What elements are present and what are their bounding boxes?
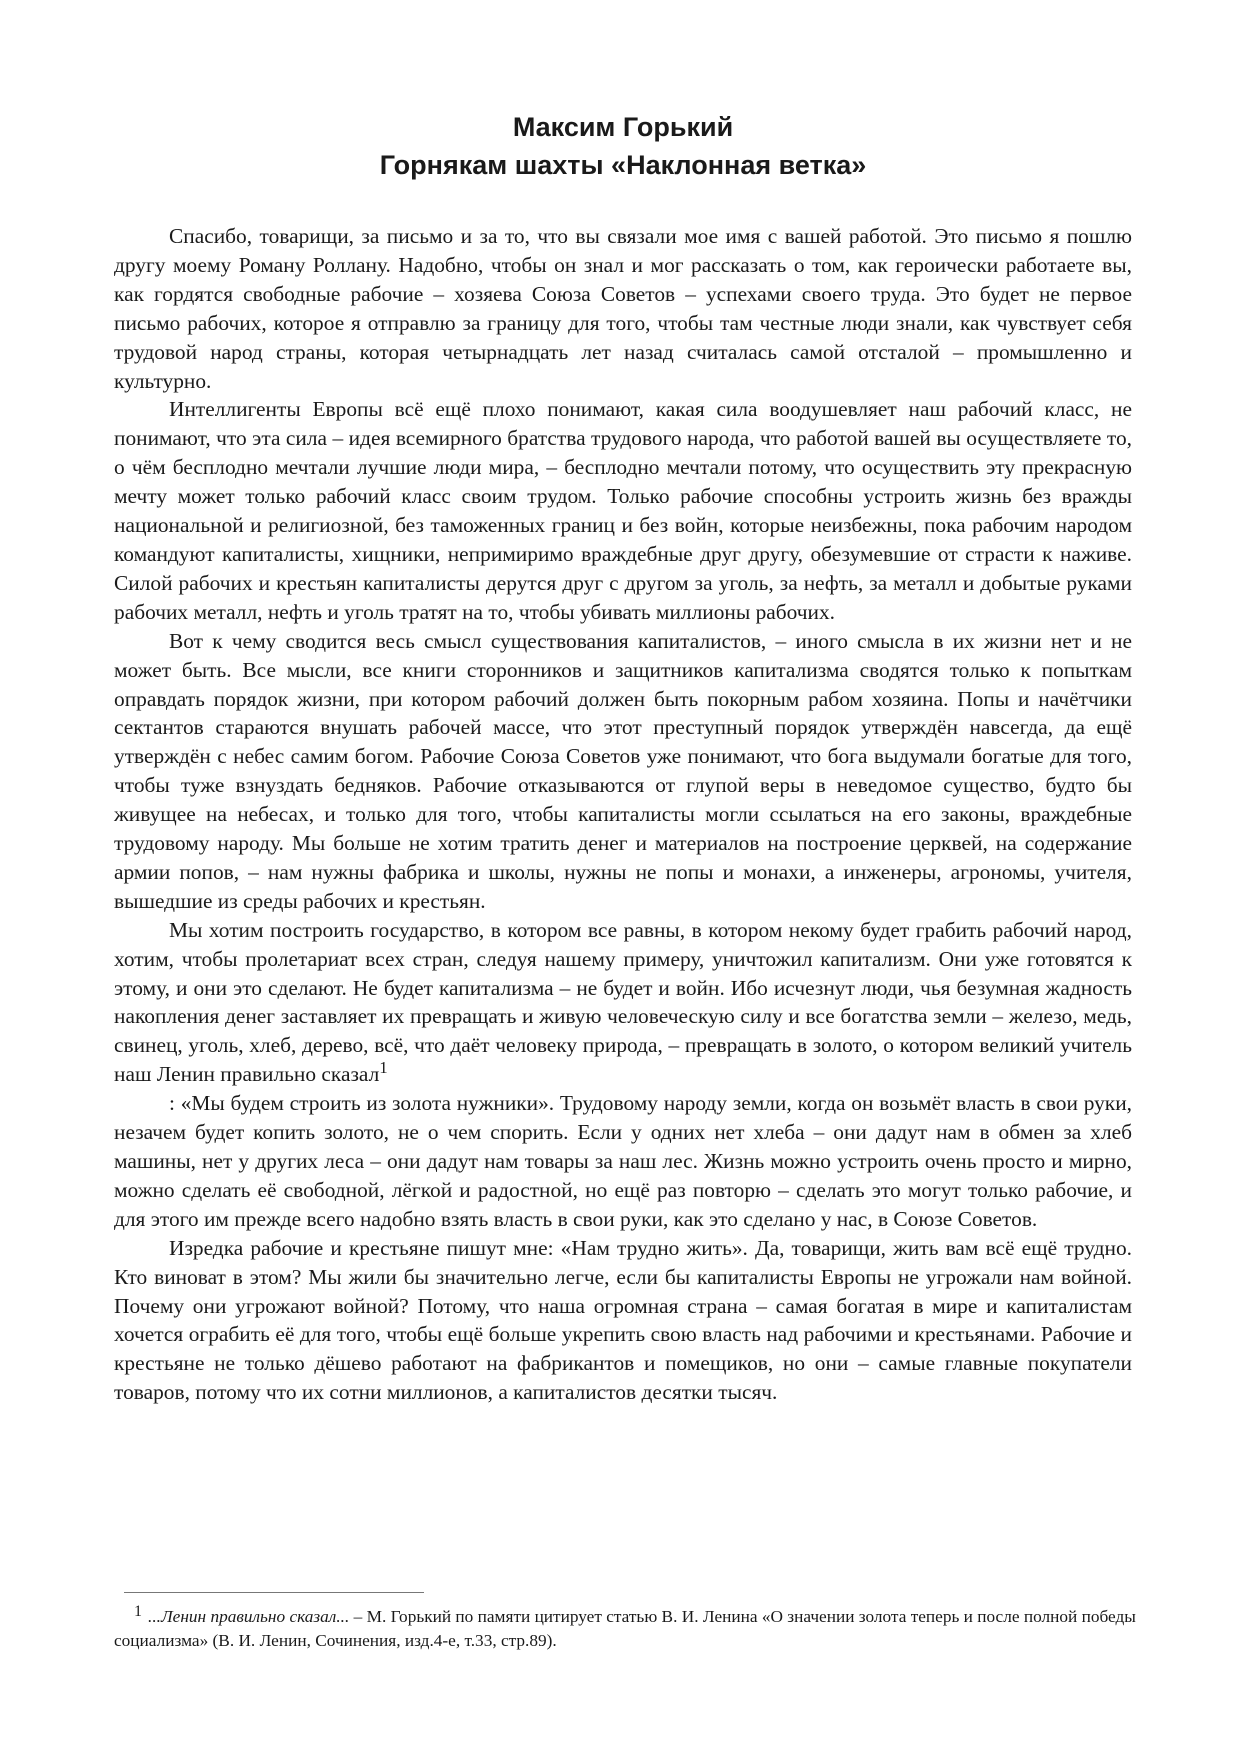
footnote-mark: 1 — [134, 1603, 142, 1620]
paragraph-3: Вот к чему сводится весь смысл существования капиталистов, – иного смысла в их жизни нет и не может быть. Все мысли, все книги сторонников и защитников капитализма сводятся только к попыткам оправдать порядок жизни, при котором рабочий должен быть покорным рабом хозяина. Попы и начётчики сектантов стараются внушать рабочей массе, что этот преступный порядок утверждён навсегда, да ещё утверждён с небес самим богом. Рабочие Союза Советов уже понимают, что бога выдумали богатые для того, чтобы туже взнуздать бедняков. Рабочие отказываются от глупой веры в неведомое существо, будто бы живущее на небесах, и только для того, чтобы капиталисты могли ссылаться на его законы, враждебные трудовому народу. Мы больше не хотим тратить денег и материалов на построение церквей, на содержание армии попов, – нам нужны фабрика и школы, нужны не попы и монахи, а инженеры, агрономы, учителя, вышедшие из среды рабочих и крестьян. — [114, 628, 1132, 913]
paragraph-6: Изредка рабочие и крестьяне пишут мне: «Нам трудно жить». Да, товарищи, жить вам всё ещё трудно. Кто виноват в этом? Мы жили бы значительно легче, если бы капиталисты Европы не угрожали нам войной. Почему они угрожают войной? Потому, что наша огромная страна – самая богатая в мире и капиталистам хочется ограбить её для того, чтобы ещё больше укрепить свою власть над рабочими и крестьянами. Рабочие и крестьяне не только дёшево работают на фабрикантов и помещиков, но они – самые главные покупатели товаров, потому что их сотни миллионов, а капиталистов десятки тысяч. — [114, 1235, 1132, 1405]
footnote-text: – М. Горький по памяти цитирует статью В. И. Ленина «О значении золота теперь и после полной победы социализма» (В. И. Ленин, Сочинения, изд.4-е, т.33, стр.89). — [114, 1607, 1136, 1650]
footnote-quote: ...Ленин правильно сказал... — [148, 1607, 350, 1626]
body-text — [114, 222, 1132, 1407]
footnote — [114, 1605, 1144, 1653]
footnote-reference[interactable]: 1 — [379, 1058, 388, 1078]
footnote-divider — [124, 1592, 424, 1593]
document-page — [114, 108, 1132, 1407]
author-name: Максим Горький — [512, 112, 734, 142]
paragraph-4 — [114, 916, 1132, 1089]
paragraph-1: Спасибо, товарищи, за письмо и за то, что вы связали мое имя с вашей работой. Это письмо я пошлю другу моему Роману Роллану. Надобно, чтобы он знал и мог рассказать о том, как героически работаете вы, как гордятся свободные рабочие – хозяева Союза Советов – успехами своего труда. Это будет не первое письмо рабочих, которое я отправлю за границу для того, чтобы там честные люди знали, как чувствует себя трудовой народ страны, которая четырнадцать лет назад считалась самой отсталой – промышленно и культурно. — [114, 224, 1132, 393]
paragraph-4-text: Мы хотим построить государство, в котором все равны, в котором некому будет грабить рабочий народ, хотим, чтобы пролетариат всех стран, следуя нашему примеру, уничтожил капитализм. Они уже готовятся к этому, и они это сделают. Не будет капитализма – не будет и войн. Ибо исчезнут люди, чья безумная жадность накопления денег заставляет их превращать и живую человеческую силу и все богатства земли – железо, медь, свинец, уголь, хлеб, дерево, всё, что даёт человеку природа, – превращать в золото, о котором великий учитель наш Ленин правильно сказал — [114, 917, 1132, 1087]
document-title: Горнякам шахты «Наклонная ветка» — [379, 150, 867, 180]
paragraph-5: : «Мы будем строить из золота нужники». Трудовому народу земли, когда он возьмёт власть в свои руки, незачем будет копить золото, не о чем спорить. Если у одних нет хлеба – они дадут нам в обмен за хлеб машины, нет у других леса – они дадут нам товары за наш лес. Жизнь можно устроить очень просто и мирно, можно сделать её свободной, лёгкой и радостной, но ещё раз повторю – сделать это могут только рабочие, и для этого им прежде всего надобно взять власть в свои руки, как это сделано у нас, в Союзе Советов. — [114, 1091, 1132, 1231]
paragraph-2: Интеллигенты Европы всё ещё плохо понимают, какая сила воодушевляет наш рабочий класс, не понимают, что эта сила – идея всемирного братства трудового народа, что работой вашей вы осуществляете то, о чём бесплодно мечтали лучшие люди мира, – бесплодно мечтали потому, что осуществить эту прекрасную мечту может только рабочий класс своим трудом. Только рабочие способны устроить жизнь без вражды национальной и религиозной, без таможенных границ и без войн, которые неизбежны, пока рабочим народом командуют капиталисты, хищники, непримиримо враждебные друг другу, обезумевшие от страсти к наживе. Силой рабочих и крестьян капиталисты дерутся друг с другом за уголь, за нефть, за металл и добытые руками рабочих металл, нефть и уголь тратят на то, чтобы убивать миллионы рабочих. — [114, 397, 1132, 624]
